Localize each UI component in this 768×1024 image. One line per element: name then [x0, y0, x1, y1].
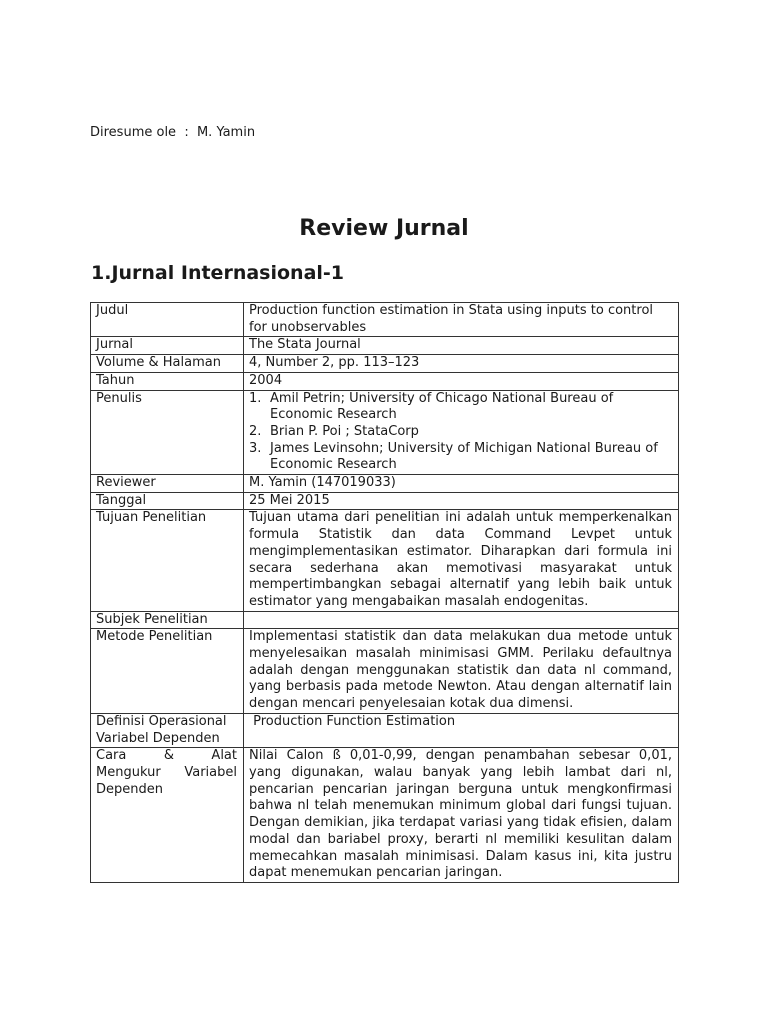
row-value-jurnal: The Stata Journal: [244, 337, 679, 355]
row-label-subjek: Subjek Penelitian: [91, 611, 244, 629]
row-label-judul: Judul: [91, 303, 244, 337]
row-value-judul: Production function estimation in Stata using inputs to control for unobservables: [244, 303, 679, 337]
table-row-subjek: [91, 611, 679, 629]
table-row-penulis: [91, 390, 679, 475]
row-label-tujuan: Tujuan Penelitian: [91, 510, 244, 611]
row-value-volume: 4, Number 2, pp. 113–123: [244, 355, 679, 373]
row-label-jurnal: Jurnal: [91, 337, 244, 355]
row-label-tanggal: Tanggal: [91, 492, 244, 510]
author-text: Brian P. Poi ; StataCorp: [270, 423, 419, 439]
table-row-tahun: [91, 372, 679, 390]
row-value-cara: Nilai Calon ß 0,01-0,99, dengan penambahan sebesar 0,01, yang digunakan, walau banyak yang lebih lambat dari nl, pencarian pencarian jaringan berguna untuk mengkonfirmasi bahwa nl telah menemukan minimum global dari fungsi tujuan. Dengan demikian, jika terdapat variasi yang tidak efisien, dalam modal dan bariabel proxy, berarti nl memiliki kesulitan dalam memecahkan masalah minimisasi. Dalam kasus ini, kita justru dapat menemukan pencarian jaringan.: [244, 748, 679, 883]
document-title: Review Jurnal: [299, 216, 469, 241]
table-row-definisi: [91, 713, 679, 747]
row-value-metode: Implementasi statistik dan data melakukan dua metode untuk menyelesaikan masalah minimisasi GMM. Perilaku defaultnya adalah dengan menggunakan statistik dan data nl command, yang berbasis pada metode Newton. Atau dengan alternatif lain dengan mencari penyelesaian kotak dua dimensi.: [244, 629, 679, 714]
row-value-subjek: [244, 611, 679, 629]
table-row-tanggal: [91, 492, 679, 510]
section-heading: 1.Jurnal Internasional-1: [91, 262, 345, 284]
table-row-volume: [91, 355, 679, 373]
table-row-tujuan: [91, 510, 679, 611]
row-label-definisi: Definisi Operasional Variabel Dependen: [91, 713, 244, 747]
row-label-metode: Metode Penelitian: [91, 629, 244, 714]
table-row-judul: [91, 303, 679, 337]
author-number: 2.: [249, 423, 262, 439]
author-item: [249, 424, 672, 441]
row-value-penulis: [244, 390, 679, 475]
author-text: Amil Petrin; University of Chicago National Bureau of Economic Research: [270, 390, 614, 423]
row-label-volume: Volume & Halaman: [91, 355, 244, 373]
row-value-tahun: 2004: [244, 372, 679, 390]
row-value-definisi: Production Function Estimation: [244, 713, 679, 747]
author-item: [249, 441, 672, 474]
author-list: [249, 391, 672, 475]
row-value-reviewer: M. Yamin (147019033): [244, 475, 679, 493]
row-label-penulis: Penulis: [91, 390, 244, 475]
row-value-tujuan: Tujuan utama dari penelitian ini adalah untuk memperkenalkan formula Statistik dan data Command Levpet untuk mengimplementasikan estimator. Diharapkan dari formula ini secara sederhana akan memotivasi masyarakat untuk mempertimbangkan sebagai alternatif yang lebih baik untuk estimator yang mengabaikan masalah endogenitas.: [244, 510, 679, 611]
row-label-reviewer: Reviewer: [91, 475, 244, 493]
author-number: 3.: [249, 440, 262, 456]
author-text: James Levinsohn; University of Michigan National Bureau of Economic Research: [270, 440, 658, 473]
review-table: [90, 302, 679, 883]
author-item: [249, 391, 672, 424]
row-label-cara: Cara & Alat Mengukur Variabel Dependen: [91, 748, 244, 883]
row-value-tanggal: 25 Mei 2015: [244, 492, 679, 510]
table-row-reviewer: [91, 475, 679, 493]
row-label-tahun: Tahun: [91, 372, 244, 390]
table-row-metode: [91, 629, 679, 714]
table-row-cara: [91, 748, 679, 883]
author-line: Diresume ole : M. Yamin: [90, 125, 256, 140]
author-number: 1.: [249, 390, 262, 406]
table-row-jurnal: [91, 337, 679, 355]
